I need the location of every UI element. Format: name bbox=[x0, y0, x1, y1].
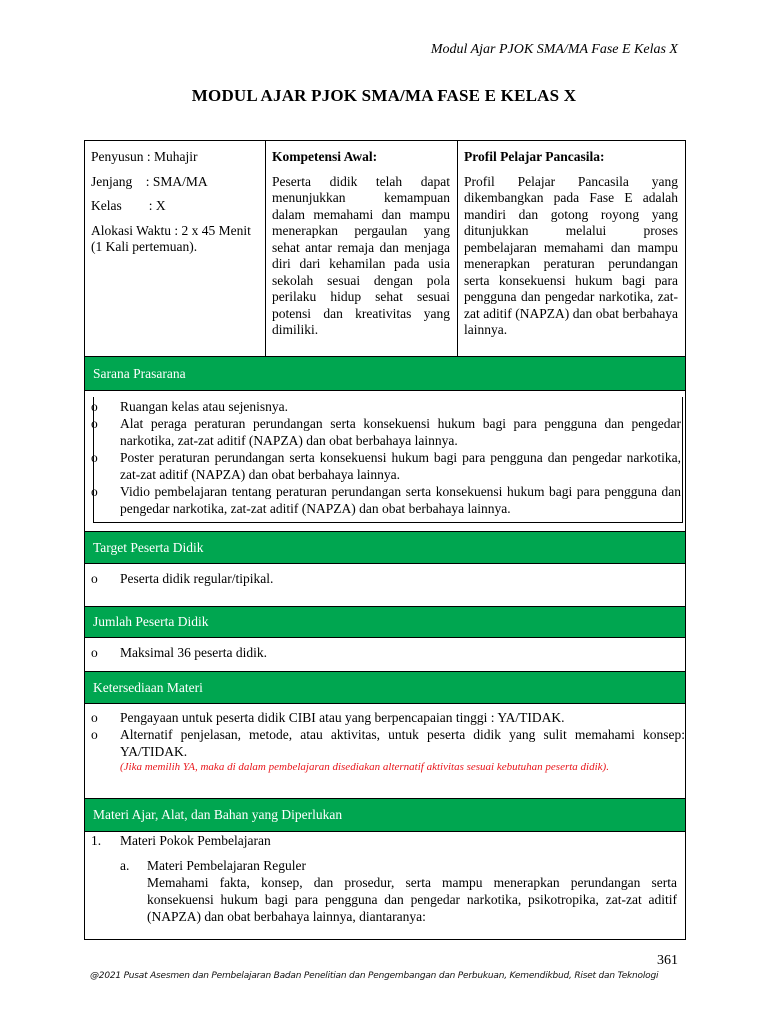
list-item bbox=[85, 449, 681, 483]
list-item bbox=[85, 644, 685, 661]
list-item bbox=[85, 570, 685, 587]
sarana-heading: Sarana Prasarana bbox=[85, 356, 685, 391]
target-heading: Target Peserta Didik bbox=[85, 531, 685, 564]
materi-item-number: 1. bbox=[91, 833, 102, 848]
module-table bbox=[84, 140, 686, 940]
ketersediaan-item-text: Pengayaan untuk peserta didik CIBI atau yang berpencapaian tinggi : YA/TIDAK. bbox=[120, 710, 565, 725]
sarana-item-text: Poster peraturan perundangan serta konsekuensi hukum bagi para pengguna dan pengedar narkotika, zat-zat aditif (NAPZA) dan obat berbahaya lainnya. bbox=[120, 450, 681, 482]
target-section bbox=[85, 564, 685, 606]
identity-row bbox=[85, 141, 685, 356]
sarana-section bbox=[85, 391, 685, 531]
page-number: 361 bbox=[657, 953, 678, 968]
identity-column bbox=[85, 141, 266, 356]
ketersediaan-item-text: Alternatif penjelasan, metode, atau aktivitas, untuk peserta didik yang sulit memahami konsep: YA/TIDAK. bbox=[120, 727, 685, 759]
bullet-icon: o bbox=[91, 727, 98, 742]
bullet-icon: o bbox=[91, 399, 98, 414]
sarana-item-text: Alat peraga peraturan perundangan serta konsekuensi hukum bagi para pengguna dan pengedar narkotika, zat-zat aditif (NAPZA) dan obat berbahaya lainnya. bbox=[120, 416, 681, 448]
profil-text: Profil Pelajar Pancasila yang dikembangkan pada Fase E adalah mandiri dan gotong royong yang ditunjukkan melalui proses pembelajaran memahami dan mampu menerapkan peraturan perundangan serta konsekuensi hukum bagi para pengguna dan pengedar narkotika, zat-zat aditif (NAPZA) dan obat berbahaya lainnya. bbox=[464, 173, 678, 337]
sarana-item-text: Vidio pembelajaran tentang peraturan perundangan serta konsekuensi hukum bagi para pengguna dan pengedar narkotika, zat-zat aditif (NAPZA) dan obat berbahaya lainnya. bbox=[120, 484, 681, 516]
bullet-icon: o bbox=[91, 484, 98, 499]
profil-heading: Profil Pelajar Pancasila: bbox=[464, 149, 605, 164]
page-title: MODUL AJAR PJOK SMA/MA FASE E KELAS X bbox=[191, 86, 577, 105]
list-item bbox=[85, 483, 681, 517]
list-item bbox=[85, 398, 681, 415]
materi-heading: Materi Ajar, Alat, dan Bahan yang Diperlukan bbox=[85, 798, 685, 832]
target-item-text: Peserta didik regular/tipikal. bbox=[120, 571, 274, 586]
profil-column bbox=[458, 141, 685, 356]
bullet-icon: o bbox=[91, 571, 98, 586]
running-header: Modul Ajar PJOK SMA/MA Fase E Kelas X bbox=[430, 42, 678, 57]
ketersediaan-heading: Ketersediaan Materi bbox=[85, 671, 685, 704]
materi-section bbox=[85, 832, 685, 939]
jumlah-heading: Jumlah Peserta Didik bbox=[85, 606, 685, 638]
ketersediaan-note: (Jika memilih YA, maka di dalam pembelajaran disediakan alternatif aktivitas sesuai kebutuhan peserta didik). bbox=[120, 761, 609, 773]
sub-item-letter: a. bbox=[120, 858, 130, 873]
bullet-icon: o bbox=[91, 645, 98, 660]
kompetensi-column bbox=[266, 141, 458, 356]
sub-item-text: Memahami fakta, konsep, dan prosedur, serta mampu menerapkan perundangan serta konsekuensi hukum bagi para pengguna dan pengedar narkotika, psikotropika, zat-zat aditif (NAPZA) dan obat berbahaya lainnya, diantaranya: bbox=[147, 875, 677, 924]
jenjang: Jenjang : SMA/MA bbox=[91, 173, 208, 189]
bullet-icon: o bbox=[91, 450, 98, 465]
footer-copyright: @2021 Pusat Asesmen dan Pembelajaran Badan Penelitian dan Pengembangan dan Perbukuan, Kemendikbud, Riset dan Teknologi bbox=[90, 971, 659, 981]
ketersediaan-section bbox=[85, 704, 685, 798]
list-item bbox=[85, 415, 681, 449]
kelas: Kelas : X bbox=[91, 198, 166, 213]
kompetensi-text: Peserta didik telah dapat menunjukkan kemampuan dalam memahami dan mampu menerapkan pergaulan yang sehat antar remaja dan menjaga diri dari kehamilan pada usia sekolah sesuai dengan pola perilaku hidup sehat sesuai potensi dan kreativitas yang dimiliki. bbox=[272, 173, 450, 337]
kompetensi-heading: Kompetensi Awal: bbox=[272, 149, 378, 164]
jumlah-item-text: Maksimal 36 peserta didik. bbox=[120, 645, 267, 660]
list-item bbox=[85, 726, 685, 760]
penyusun: Penyusun : Muhajir bbox=[91, 149, 198, 164]
jumlah-section bbox=[85, 638, 685, 671]
materi-item-title: Materi Pokok Pembelajaran bbox=[120, 833, 271, 848]
bullet-icon: o bbox=[91, 710, 98, 725]
alokasi-waktu: Alokasi Waktu : 2 x 45 Menit (1 Kali pertemuan). bbox=[91, 222, 251, 254]
sub-item-title: Materi Pembelajaran Reguler bbox=[147, 858, 306, 873]
list-item bbox=[85, 709, 685, 726]
bullet-icon: o bbox=[91, 416, 98, 431]
sarana-item-text: Ruangan kelas atau sejenisnya. bbox=[120, 399, 288, 414]
